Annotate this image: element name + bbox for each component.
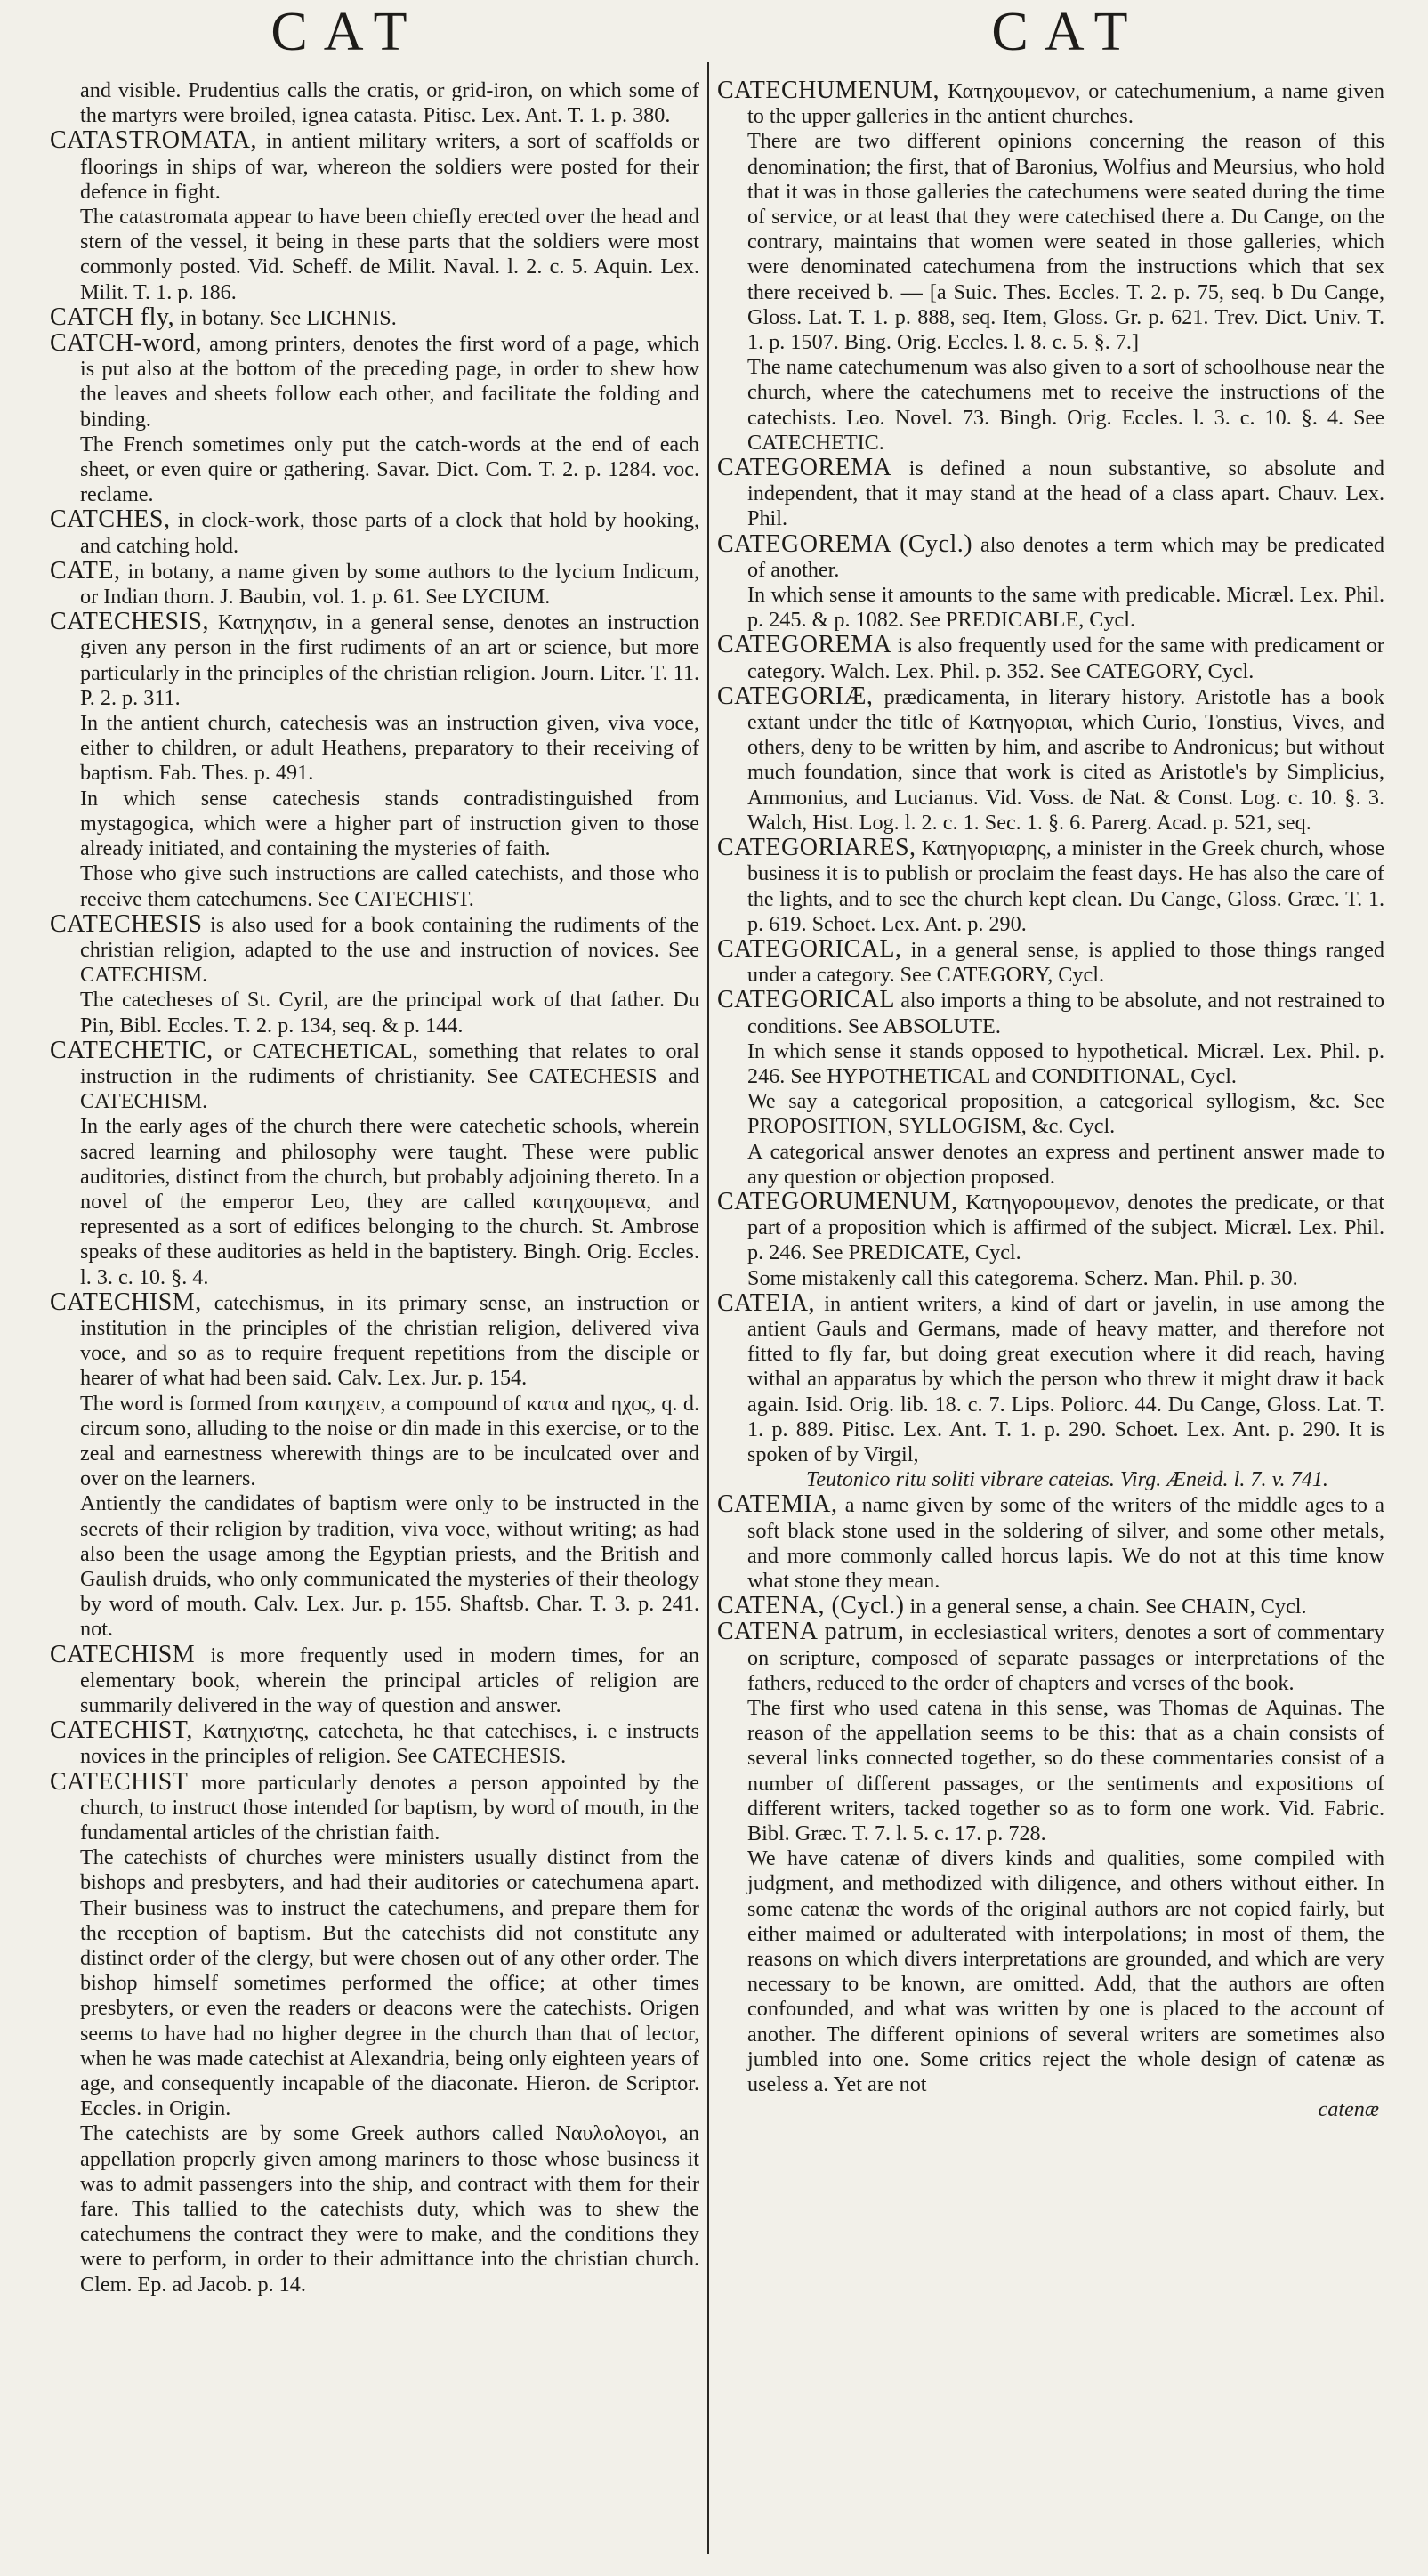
headword: CATECHISM, [50,1288,202,1316]
entry-paragraph [717,1266,1384,1291]
dictionary-entry [50,128,699,205]
entry-text: The catechists of churches were ministers usually distinct from the bishops and presbyters, and had their auditories or catechumena apart. Their business was to instruct the catechumens, and prepare them for the reception of baptism. But the catechists did not constitute any distinct order of the clergy, but were chosen out of any other order. The bishop himself sometimes performed the office; at other times presbyters, or even the readers or deacons were the catechists. Origen seems to have had no higher degree in the church than that of lector, when he was made catechist at Alexandria, being only eighteen years of age, and consequently incapable of the diaconate. Hieron. de Scriptor. Eccles. in Origin. [80,1845,699,2121]
entry-text: or CATECHETICAL, something that relates to oral instruction in the rudiments of christianity. See CATECHESIS and CATECHISM. [80,1038,699,1114]
entry-paragraph [50,1114,699,1289]
entry-text: in ecclesiastical writers, denotes a sort of commentary on scripture, composed of separate passages or interpretations of the fathers, reduced to the order of chapters and verses of the book. [747,1620,1384,1695]
left-column [50,78,699,2565]
entry-paragraph [717,1039,1384,1089]
entry-text: The French sometimes only put the catch-words at the end of each sheet, or even quire or gathering. Savar. Dict. Com. T. 2. p. 1284. voc. reclame. [80,432,699,507]
entry-text: Κατηχουμενον, or catechumenium, a name given to the upper galleries in the antient churches. [747,79,1384,129]
dictionary-entry [50,556,699,610]
headword: CATECHIST [50,1767,189,1796]
entry-text: also denotes a term which may be predicated of another. [747,532,1384,582]
entry-text: more particularly denotes a person appointed by the church, to instruct those intended for baptism, by word of mouth, in the fundamental articles of the christian faith. [80,1770,699,1845]
dictionary-entry [717,1187,1384,1266]
entry-text: also imports a thing to be absolute, and not restrained to conditions. See ABSOLUTE. [747,989,1384,1038]
entry-text: in antient military writers, a sort of scaffolds or floorings in ships of war, whereon the soldiers were posted for their defence in fight. [80,129,699,204]
entry-text: in clock-work, those parts of a clock that hold by hooking, and catching hold. [80,508,699,558]
headword: CATEGORUMENUM, [717,1187,958,1215]
entry-paragraph [717,1696,1384,1846]
entry-text: Κατηχιστης, catecheta, he that catechises, i. e instructs novices in the principles of religion. See CATECHESIS. [80,1719,699,1769]
right-column-body [717,78,1384,2097]
entry-text: The catechists are by some Greek authors called Ναυλολογοι, an appellation properly given among mariners to those whose business it was to admit passengers into the ship, and contract with them for their fare. This tallied to the catechists duty, which was to shew the catechumens the contract they were to make, and the conditions they were to perform, in order to their admittance into the christian church. Clem. Ep. ad Jacob. p. 14. [80,2121,699,2297]
headword: CATECHUMENUM, [717,78,940,104]
entry-text: Κατηγοριαρης, a minister in the Greek church, whose business it is to publish or proclaim the feast days. He has also the care of the lights, and to see the church kept clean. Du Cange, Gloss. Græc. T. 1. p. 619. Schoet. Lex. Ant. p. 290. [747,836,1384,936]
entry-paragraph [717,355,1384,456]
dictionary-entry [717,1619,1384,1696]
entry-text: Teutonico ritu soliti vibrare cateias. Virg. Æneid. l. 7. v. 741. [806,1467,1328,1492]
entry-text: in botany, a name given by some authors to the lycium Indicum, or Indian thorn. J. Baubin, vol. 1. p. 61. See LYCIUM. [80,559,699,610]
entry-paragraph [50,1845,699,2121]
entry-text: in botany. See LICHNIS. [180,305,397,330]
headword: CATECHIST, [50,1716,193,1745]
entry-text: We say a categorical proposition, a categorical syllogism, &c. See PROPOSITION, SYLLOGISM, &c. Cycl. [747,1089,1384,1139]
running-head-left: CAT [270,2,424,62]
dictionary-entry [717,1288,1384,1467]
dictionary-entry [717,934,1384,988]
headword: CATASTROMATA, [50,126,258,155]
dictionary-entry [50,1640,699,1719]
entry-text: in antient writers, a kind of dart or javelin, in use among the antient Gauls and Germans, made of heavy matter, and therefore not fitted to fly far, but doing great execution where it did reach, having withal an apparatus by which the person who threw it might draw it back again. Isid. Orig. lib. 18. c. 7. Lips. Poliorc. 44. Du Cange, Gloss. Lat. T. 1. p. 889. Pitisc. Lex. Ant. T. 1. p. 290. Schoet. Lex. Ant. p. 290. It is spoken of by Virgil, [747,1291,1384,1466]
right-column [717,78,1384,2565]
entry-text: In which sense it amounts to the same with predicable. Micræl. Lex. Phil. p. 245. & p. 1082. See PREDICABLE, Cycl. [747,583,1384,633]
headword: CATEIA, [717,1288,816,1317]
headword: CATECHISM [50,1640,196,1668]
entry-text: catechismus, in its primary sense, an instruction or institution in the principles of the christian religion, delivered viva voce, and so as to require frequent repetitions from the disciple or hearer of what had been said. Calv. Lex. Jur. p. 154. [80,1290,699,1391]
dictionary-entry [50,331,699,432]
entry-text: is more frequently used in modern times, for an elementary book, wherein the principal articles of religion are summarily delivered in the way of question and answer. [80,1643,699,1717]
entry-paragraph [717,129,1384,355]
entry-text: Antiently the candidates of baptism were only to be instructed in the secrets of their religion by tradition, viva voce, without writing; as had also been the usage among the Egyptian priests, and the British and Gaulish druids, who only communicated the mysteries of their theology by word of mouth. Calv. Lex. Jur. p. 155. Shaftsb. Char. T. 3. p. 241. not. [80,1491,699,1642]
entry-text: In the early ages of the church there were catechetic schools, wherein sacred learning and philosophy were taught. These were public auditories, distinct from the church, but probably adjoining thereto. In a novel of the emperor Leo, they are called κατηχουμενα, and represented as a sort of edifices belonging to the church. St. Ambrose speaks of these auditories as held in the baptistery. Bingh. Orig. Eccles. l. 3. c. 10. §. 4. [80,1114,699,1289]
entry-text: in a general sense, a chain. See CHAIN, Cycl. [909,1595,1307,1619]
entry-paragraph [717,1140,1384,1190]
headword: CATEMIA, [717,1490,838,1519]
headword: CATE, [50,556,121,585]
entry-paragraph [50,711,699,787]
entry-text: There are two different opinions concerning the reason of this denomination; the first, that of Baronius, Wolfius and Meursius, who hold that it was in those galleries the catechumens were seated during the time of service, or at least that they were catechised there a. Du Cange, on the contrary, maintains that women were seated in those galleries, which were denominated catechumena from the instructions which that sex there received b. — [a Suic. Thes. Eccles. T. 2. p. 75, seq. b Du Cange, Gloss. Lat. T. 1. p. 888, seq. Item, Gloss. Gr. p. 621. Trev. Dict. Univ. T. 1. p. 1507. Bing. Orig. Eccles. l. 8. c. 5. §. 7.] [747,129,1384,355]
entry-paragraph [50,432,699,508]
headword: CATENA patrum, [717,1618,905,1646]
entry-paragraph [50,787,699,862]
entry-text: a name given by some of the writers of the middle ages to a soft black stone used in the soldering of silver, and some other metals, and more commonly called horcus lapis. We do not at this time know what stone they mean. [747,1493,1384,1593]
entry-paragraph [50,1392,699,1492]
headword: CATECHESIS, [50,608,209,636]
dictionary-entry [717,529,1384,583]
dictionary-entry [50,909,699,989]
entry-paragraph [50,988,699,1038]
entry-text: Some mistakenly call this categorema. Scherz. Man. Phil. p. 30. [747,1265,1298,1290]
dictionary-entry [717,1492,1384,1594]
headword: CATECHESIS [50,909,203,938]
dictionary-entry [717,988,1384,1038]
entry-text: Κατηγορουμενον, denotes the predicate, or that part of a proposition which is affirmed of the subject. Micræl. Lex. Phil. p. 246. See PREDICATE, Cycl. [747,1190,1384,1265]
headword: CATEGOREMA [717,631,892,659]
entry-text: The catastromata appear to have been chiefly erected over the head and stern of the vessel, it being in these parts that the soldiers were most commonly posted. Vid. Scheff. de Milit. Naval. l. 2. c. 5. Aquin. Lex. Milit. T. 1. p. 186. [80,205,699,304]
entry-text: is defined a noun substantive, so absolute and independent, that it may stand at the head of a class apart. Chauv. Lex. Phil. [747,456,1384,531]
entry-text: and visible. Prudentius calls the cratis, or grid-iron, on which some of the martyrs were broiled, ignea catasta. Pitisc. Lex. Ant. T. 1. p. 380. [80,78,699,128]
entry-paragraph [717,1846,1384,2097]
dictionary-entry [50,507,699,558]
entry-paragraph [50,861,699,911]
headword: CATEGORIÆ, [717,682,874,710]
dictionary-entry [50,610,699,711]
headword: CATCH fly, [50,303,175,331]
headword: CATEGOREMA [717,454,892,482]
entry-text: The first who used catena in this sense, was Thomas de Aquinas. The reason of the appellation seems to be this: that as a chain consists of several links connected together, so do these commentaries consist of a number of different passages, or the sentiments and expositions of different writers, tacked together so as to form one work. Vid. Fabric. Bibl. Græc. T. 7. l. 5. c. 17. p. 728. [747,1696,1384,1846]
entry-text: in a general sense, is applied to those things ranged under a category. See CATEGORY, Cycl. [747,937,1384,988]
headword: CATEGOREMA (Cycl.) [717,529,973,558]
running-head-right: CAT [991,2,1144,62]
entry-paragraph [50,1491,699,1642]
dictionary-entry [50,1718,699,1769]
dictionary-entry [717,633,1384,683]
column-rule [707,62,709,2554]
entry-text: is also frequently used for the same with predicament or category. Walch. Lex. Phil. p. 352. See CATEGORY, Cycl. [747,634,1384,683]
dictionary-entry [717,684,1384,836]
entry-text: In which sense catechesis stands contradistinguished from mystagogica, which were a higher part of instruction given to those already initiated, and containing the mysteries of faith. [80,786,699,861]
dictionary-entry [50,1038,699,1115]
entry-text: Κατηχησιν, in a general sense, denotes an instruction given any person in the first rudiments of an art or science, but more particularly in the principles of the christian religion. Journ. Liter. T. 11. P. 2. p. 311. [80,610,699,710]
headword: CATCH-word, [50,329,203,358]
entry-text: prædicamenta, in literary history. Aristotle has a book extant under the title of Κατηγοριαι, which Curio, Tonstius, Vives, and others, deny to be written by him, and ascribe to Andronicus; but without much foundation, since that work is cited as Aristotle's by Simplicius, Ammonius, and Lucianus. Vid. Voss. de Nat. & Const. Log. c. 10. §. 3. Walch, Hist. Log. l. 2. c. 1. Sec. 1. §. 6. Parerg. Acad. p. 521, seq. [747,684,1384,835]
dictionary-entry [717,78,1384,129]
entry-paragraph [50,205,699,305]
dictionary-entry [717,836,1384,937]
headword: CATEGORIARES, [717,834,916,862]
entry-text: Those who give such instructions are called catechists, and those who receive them catechumens. See CATECHIST. [80,861,699,911]
catchword: catenæ [1318,2097,1379,2122]
dictionary-entry [717,456,1384,532]
entry-text: The word is formed from κατηχειν, a compound of κατα and ηχος, q. d. circum sono, alluding to the noise or din made in this exercise, or to the zeal and earnestness wherewith things are to be inculcated over and over on the learners. [80,1391,699,1491]
headword: CATENA, (Cycl.) [717,1592,905,1620]
headword: CATCHES, [50,505,171,534]
entry-paragraph [50,2121,699,2297]
entry-text: A categorical answer denotes an express and pertinent answer made to any question or objection proposed. [747,1139,1384,1189]
headword: CATECHETIC, [50,1036,214,1064]
entry-text: is also used for a book containing the rudiments of the christian religion, adapted to the use and instruction of novices. See CATECHISM. [80,912,699,988]
dictionary-entry [50,1290,699,1392]
entry-paragraph [50,78,699,128]
headword: CATEGORICAL, [717,934,902,963]
dictionary-entry [717,1594,1384,1619]
headword: CATEGORICAL [717,986,895,1014]
entry-text: The name catechumenum was also given to a sort of schoolhouse near the church, where the catechumens met to receive the instructions of the catechists. Leo. Novel. 73. Bingh. Orig. Eccles. l. 3. c. 10. §. 4. See CATECHETIC. [747,355,1384,455]
entry-text: We have catenæ of divers kinds and qualities, some compiled with judgment, and methodized with diligence, and others without either. In some catenæ the words of the original authors are not copied fairly, but either maimed or adulterated with interpolations; in most of them, the reasons on which divers interpretations are grounded, and which are very necessary to be known, are omitted. Add, that the authors are often confounded, and what was written by one is placed to the account of another. The different opinions of several writers are sometimes also jumbled into one. Some critics reject the whole design of catenæ as useless a. Yet are not [747,1846,1384,2097]
dictionary-entry [50,305,699,331]
dictionary-entry [50,1767,699,1846]
verse-quote [717,1467,1384,1492]
entry-paragraph [717,583,1384,633]
entry-paragraph [717,1089,1384,1139]
entry-text: In the antient church, catechesis was an instruction given, viva voce, either to children, or adult Heathens, preparatory to their receiving of baptism. Fab. Thes. p. 491. [80,711,699,786]
entry-text: among printers, denotes the first word of a page, which is put also at the bottom of the preceding page, in order to shew how the leaves and sheets follow each other, and facilitate the folding and binding. [80,332,699,432]
entry-text: The catecheses of St. Cyril, are the principal work of that father. Du Pin, Bibl. Eccles. T. 2. p. 134, seq. & p. 144. [80,988,699,1038]
entry-text: In which sense it stands opposed to hypothetical. Micræl. Lex. Phil. p. 246. See HYPOTHETICAL and CONDITIONAL, Cycl. [747,1038,1384,1088]
